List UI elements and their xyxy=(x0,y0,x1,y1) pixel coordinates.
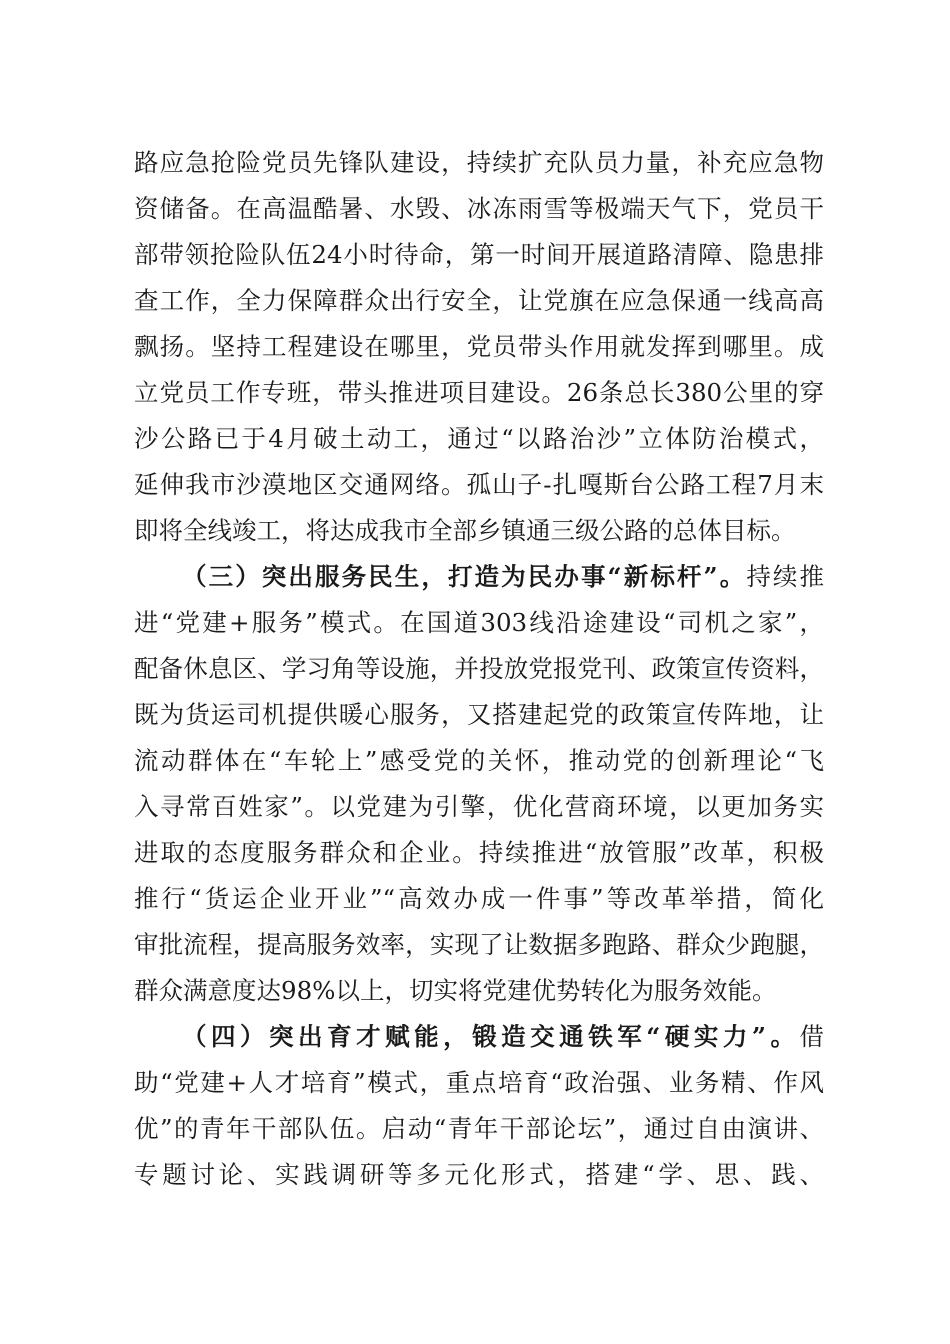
paragraph-1-line-8: 延伸我市沙漠地区交通网络。孤山子-扎嘎斯台公路工程7月末 xyxy=(134,470,824,499)
paragraph-2-line-9: 审批流程，提高服务效率，实现了让数据多跑路、群众少跑腿， xyxy=(134,930,824,959)
paragraph-3-line-3: 优”的青年干部队伍。启动“青年干部论坛”，通过自由演讲、 xyxy=(134,1114,824,1143)
paragraph-3-first-line xyxy=(182,1014,824,1060)
paragraph-2-line-7: 进取的态度服务群众和企业。持续推进“放管服”改革，积极 xyxy=(134,838,824,867)
paragraph-2-heading: （三）突出服务民生，打造为民办事“新标杆”。 xyxy=(182,562,747,591)
paragraph-3-line-4: 专题讨论、实践调研等多元化形式，搭建“学、思、践、 xyxy=(134,1160,824,1189)
paragraph-1-line-6: 立党员工作专班，带头推进项目建设。26条总长380公里的穿 xyxy=(134,378,824,407)
paragraph-1-line-3: 部带领抢险队伍24小时待命，第一时间开展道路清障、隐患排 xyxy=(134,240,824,269)
paragraph-3-first-line-rest: 借 xyxy=(799,1022,824,1051)
paragraph-2-line-10: 群众满意度达98%以上，切实将党建优势转化为服务效能。 xyxy=(134,976,777,1005)
paragraph-2-first-line xyxy=(182,554,824,600)
paragraph-2-line-5: 流动群体在“车轮上”感受党的关怀，推动党的创新理论“飞 xyxy=(134,746,824,775)
paragraph-2-first-line-rest: 持续推 xyxy=(746,562,824,591)
paragraph-2-line-8: 推行“货运企业开业”“高效办成一件事”等改革举措，简化 xyxy=(134,884,824,913)
paragraph-1-line-1: 路应急抢险党员先锋队建设，持续扩充队员力量，补充应急物 xyxy=(134,148,824,177)
paragraph-3-line-2: 助“党建+人才培育”模式，重点培育“政治强、业务精、作风 xyxy=(134,1068,824,1097)
paragraph-1-line-7: 沙公路已于4月破土动工，通过“以路治沙”立体防治模式， xyxy=(134,424,824,453)
paragraph-1-line-4: 查工作，全力保障群众出行安全，让党旗在应急保通一线高高 xyxy=(134,286,824,315)
paragraph-2-line-4: 既为货运司机提供暖心服务，又搭建起党的政策宣传阵地，让 xyxy=(134,700,824,729)
paragraph-2-line-2: 进“党建+服务”模式。在国道303线沿途建设“司机之家”， xyxy=(134,608,824,637)
paragraph-3-heading: （四）突出育才赋能，锻造交通铁军“硬实力”。 xyxy=(182,1022,800,1051)
paragraph-1-line-5: 飘扬。坚持工程建设在哪里，党员带头作用就发挥到哪里。成 xyxy=(134,332,824,361)
paragraph-2-line-6: 入寻常百姓家”。以党建为引擎，优化营商环境，以更加务实 xyxy=(134,792,824,821)
paragraph-2-line-3: 配备休息区、学习角等设施，并投放党报党刊、政策宣传资料， xyxy=(134,654,824,683)
paragraph-1-line-2: 资储备。在高温酷暑、水毁、冰冻雨雪等极端天气下，党员干 xyxy=(134,194,824,223)
paragraph-1-line-9: 即将全线竣工，将达成我市全部乡镇通三级公路的总体目标。 xyxy=(134,516,796,545)
